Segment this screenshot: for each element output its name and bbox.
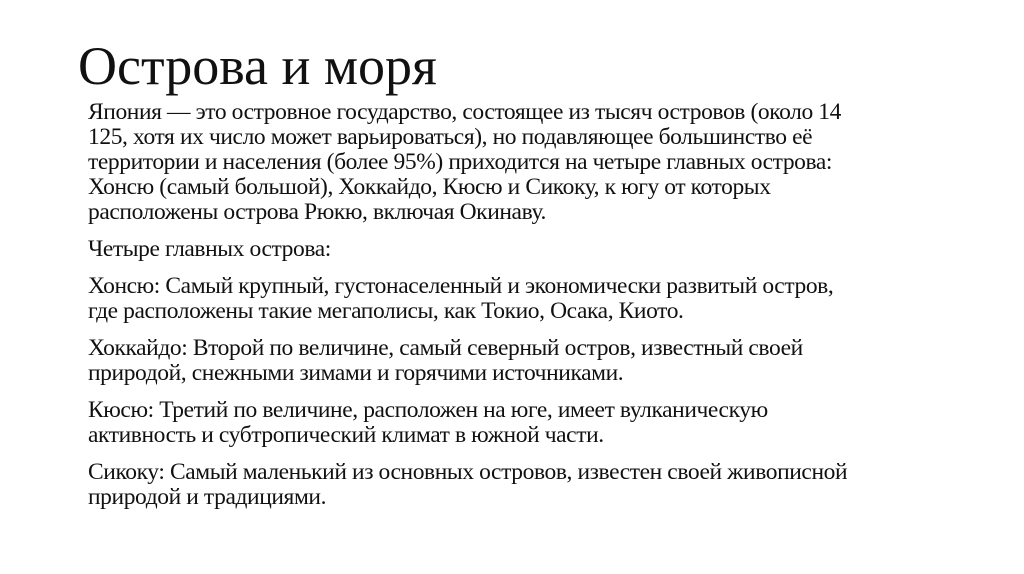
text-line: Япония — это островное государство, состоящее из тысяч островов (около 14 (88, 99, 841, 125)
text-line: Хонсю: Самый крупный, густонаселенный и экономически развитый остров, (88, 273, 834, 299)
text-line: территории и населения (более 95%) приходится на четыре главных острова: (88, 149, 833, 175)
text-line: активность и субтропический климат в южной части. (88, 422, 604, 448)
paragraph (88, 460, 988, 510)
slide-title: Острова и моря (78, 36, 437, 96)
text-line: расположены острова Рюкю, включая Окинаву. (88, 199, 546, 225)
text-line: Четыре главных острова: (88, 236, 331, 262)
text-line: Хонсю (самый большой), Хоккайдо, Кюсю и Сикоку, к югу от которых (88, 174, 771, 200)
paragraph (88, 336, 988, 386)
paragraph (88, 100, 988, 225)
text-line: природой и традициями. (88, 484, 327, 510)
text-line: где расположены такие мегаполисы, как Токио, Осака, Киото. (88, 298, 684, 324)
paragraph (88, 274, 988, 324)
text-line: Кюсю: Третий по величине, расположен на юге, имеет вулканическую (88, 397, 768, 423)
text-line: 125, хотя их число может варьироваться), но подавляющее большинство её (88, 124, 813, 150)
text-line: Хоккайдо: Второй по величине, самый северный остров, известный своей (88, 335, 803, 361)
paragraph (88, 237, 988, 262)
text-line: Сикоку: Самый маленький из основных островов, известен своей живописной (88, 459, 848, 485)
slide-body (88, 100, 988, 522)
text-line: природой, снежными зимами и горячими источниками. (88, 360, 624, 386)
paragraph (88, 398, 988, 448)
